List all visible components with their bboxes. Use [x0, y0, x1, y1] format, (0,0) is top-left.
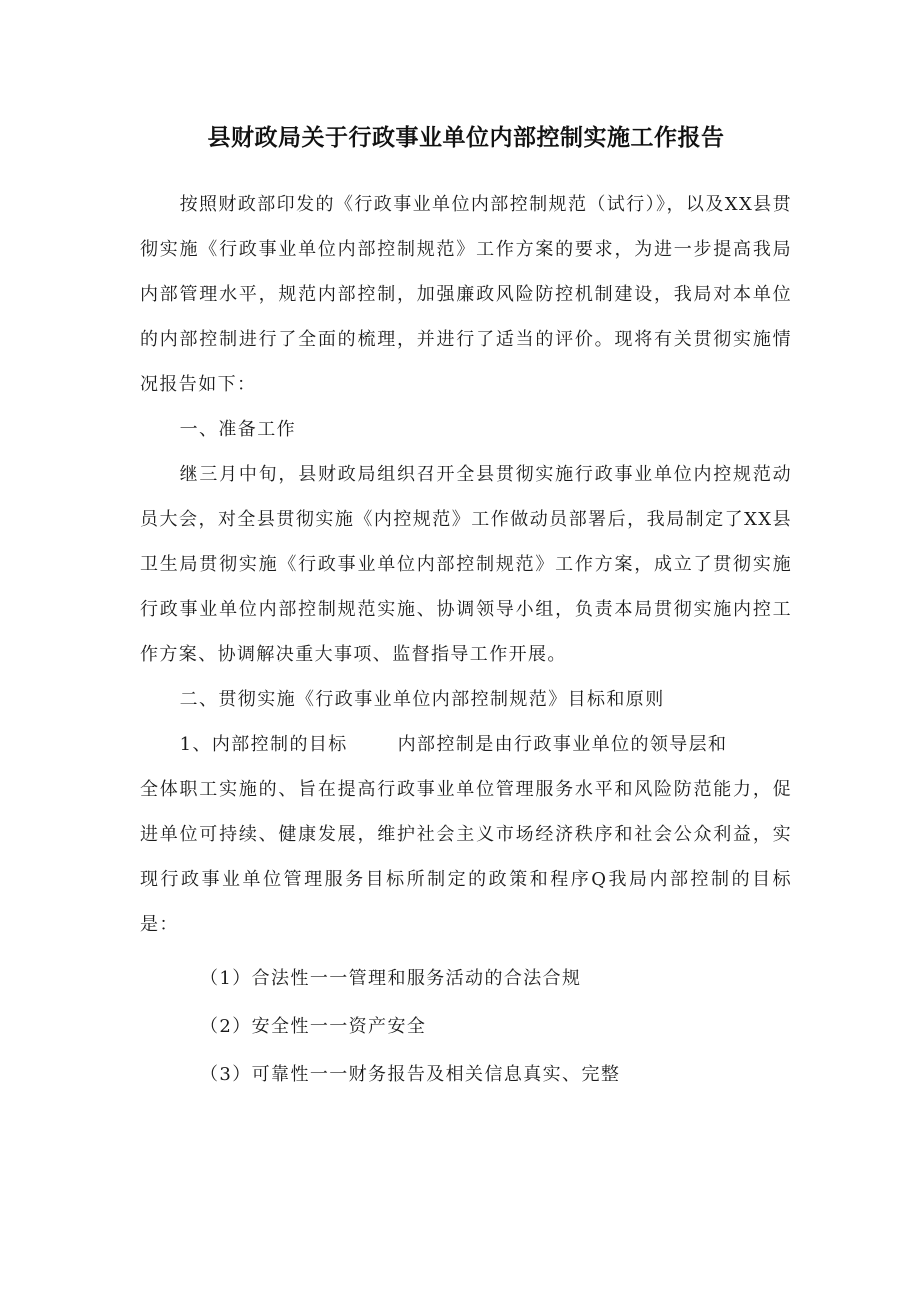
preparation-paragraph: 继三月中旬，县财政局组织召开全县贯彻实施行政事业单位内控规范动员大会，对全县贯彻实施《内控规范》工作做动员部署后，我局制定了XX县卫生局贯彻实施《行政事业单位内部控制规范》工作方案，成立了贯彻实施行政事业单位内部控制规范实施、协调领导小组，负责本局贯彻实施内控工作方案、协调解决重大事项、监督指导工作开展。 [140, 464, 792, 665]
document-title: 县财政局关于行政事业单位内部控制实施工作报告 [207, 125, 725, 151]
control-goal-line [140, 722, 792, 767]
control-goal-label: 1、内部控制的目标 [179, 734, 348, 755]
goal-item-reliability: （3）可靠性一一财务报告及相关信息真实、完整 [200, 1064, 621, 1085]
goal-item-legality: （1）合法性一一管理和服务活动的合法合规 [200, 968, 582, 989]
goals-list [140, 955, 792, 1099]
section-heading-goals-principles: 二、贯彻实施《行政事业单位内部控制规范》目标和原则 [179, 689, 665, 710]
section-heading-preparation: 一、准备工作 [179, 419, 296, 440]
intro-paragraph: 按照财政部印发的《行政事业单位内部控制规范（试行）》，以及XX县贯彻实施《行政事业单位内部控制规范》工作方案的要求，为进一步提高我局内部管理水平，规范内部控制，加强廉政风险防控机制建设，我局对本单位的内部控制进行了全面的梳理，并进行了适当的评价。现将有关贯彻实施情况报告如下： [140, 194, 792, 395]
goal-item-safety: （2）安全性一一资产安全 [200, 1016, 427, 1037]
control-goal-lead: 内部控制是由行政事业单位的领导层和 [397, 734, 728, 755]
control-goal-paragraph: 全体职工实施的、旨在提高行政事业单位管理服务水平和风险防范能力，促进单位可持续、健康发展，维护社会主义市场经济秩序和社会公众利益，实现行政事业单位管理服务目标所制定的政策和程序Q我局内部控制的目标是： [140, 779, 792, 935]
